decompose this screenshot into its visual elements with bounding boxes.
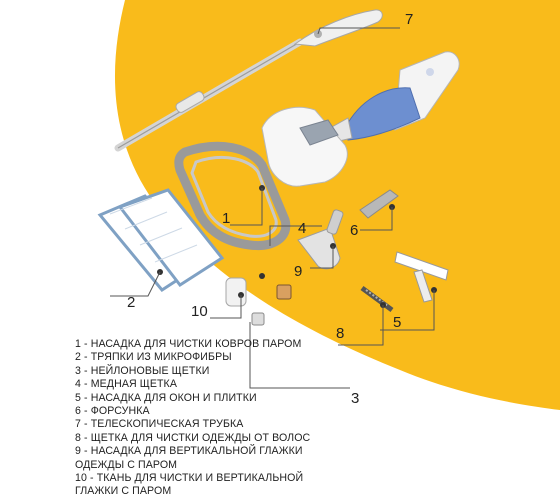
legend-item: 1 - НАСАДКА ДЛЯ ЧИСТКИ КОВРОВ ПАРОМ — [75, 338, 302, 350]
callout-1: 1 — [222, 210, 231, 227]
callout-5: 5 — [393, 314, 402, 331]
callout-8: 8 — [336, 325, 345, 342]
legend-item: 8 - ЩЕТКА ДЛЯ ЧИСТКИ ОДЕЖДЫ ОТ ВОЛОС — [75, 431, 311, 444]
callout-2: 2 — [127, 294, 136, 311]
legend-item: 7 - ТЕЛЕСКОПИЧЕСКАЯ ТРУБКА — [75, 418, 244, 431]
legend-item: 5 - НАСАДКА ДЛЯ ОКОН И ПЛИТКИ — [75, 391, 257, 404]
callout-3: 3 — [351, 390, 360, 407]
legend-item: 4 - МЕДНАЯ ЩЕТКА — [75, 378, 177, 391]
callout-4: 4 — [298, 220, 307, 237]
legend-item: 9 - НАСАДКА ДЛЯ ВЕРТИКАЛЬНОЙ ГЛАЖКИ ОДЕЖДЫ С ПАРОМ — [75, 445, 303, 471]
callout-7: 7 — [405, 11, 414, 28]
legend-item: 10 - ТКАНЬ ДЛЯ ЧИСТКИ И ВЕРТИКАЛЬНОЙ ГЛАЖКИ С ПАРОМ — [75, 472, 304, 498]
legend-item: 3 - НЕЙЛОНОВЫЕ ЩЕТКИ — [75, 364, 210, 377]
callout-6: 6 — [350, 222, 359, 239]
callout-10: 10 — [191, 303, 208, 320]
parts-legend — [75, 338, 335, 499]
callout-9: 9 — [294, 263, 303, 280]
legend-item: 6 - ФОРСУНКА — [75, 405, 150, 418]
legend-item: 2 - ТРЯПКИ ИЗ МИКРОФИБРЫ — [75, 351, 232, 364]
